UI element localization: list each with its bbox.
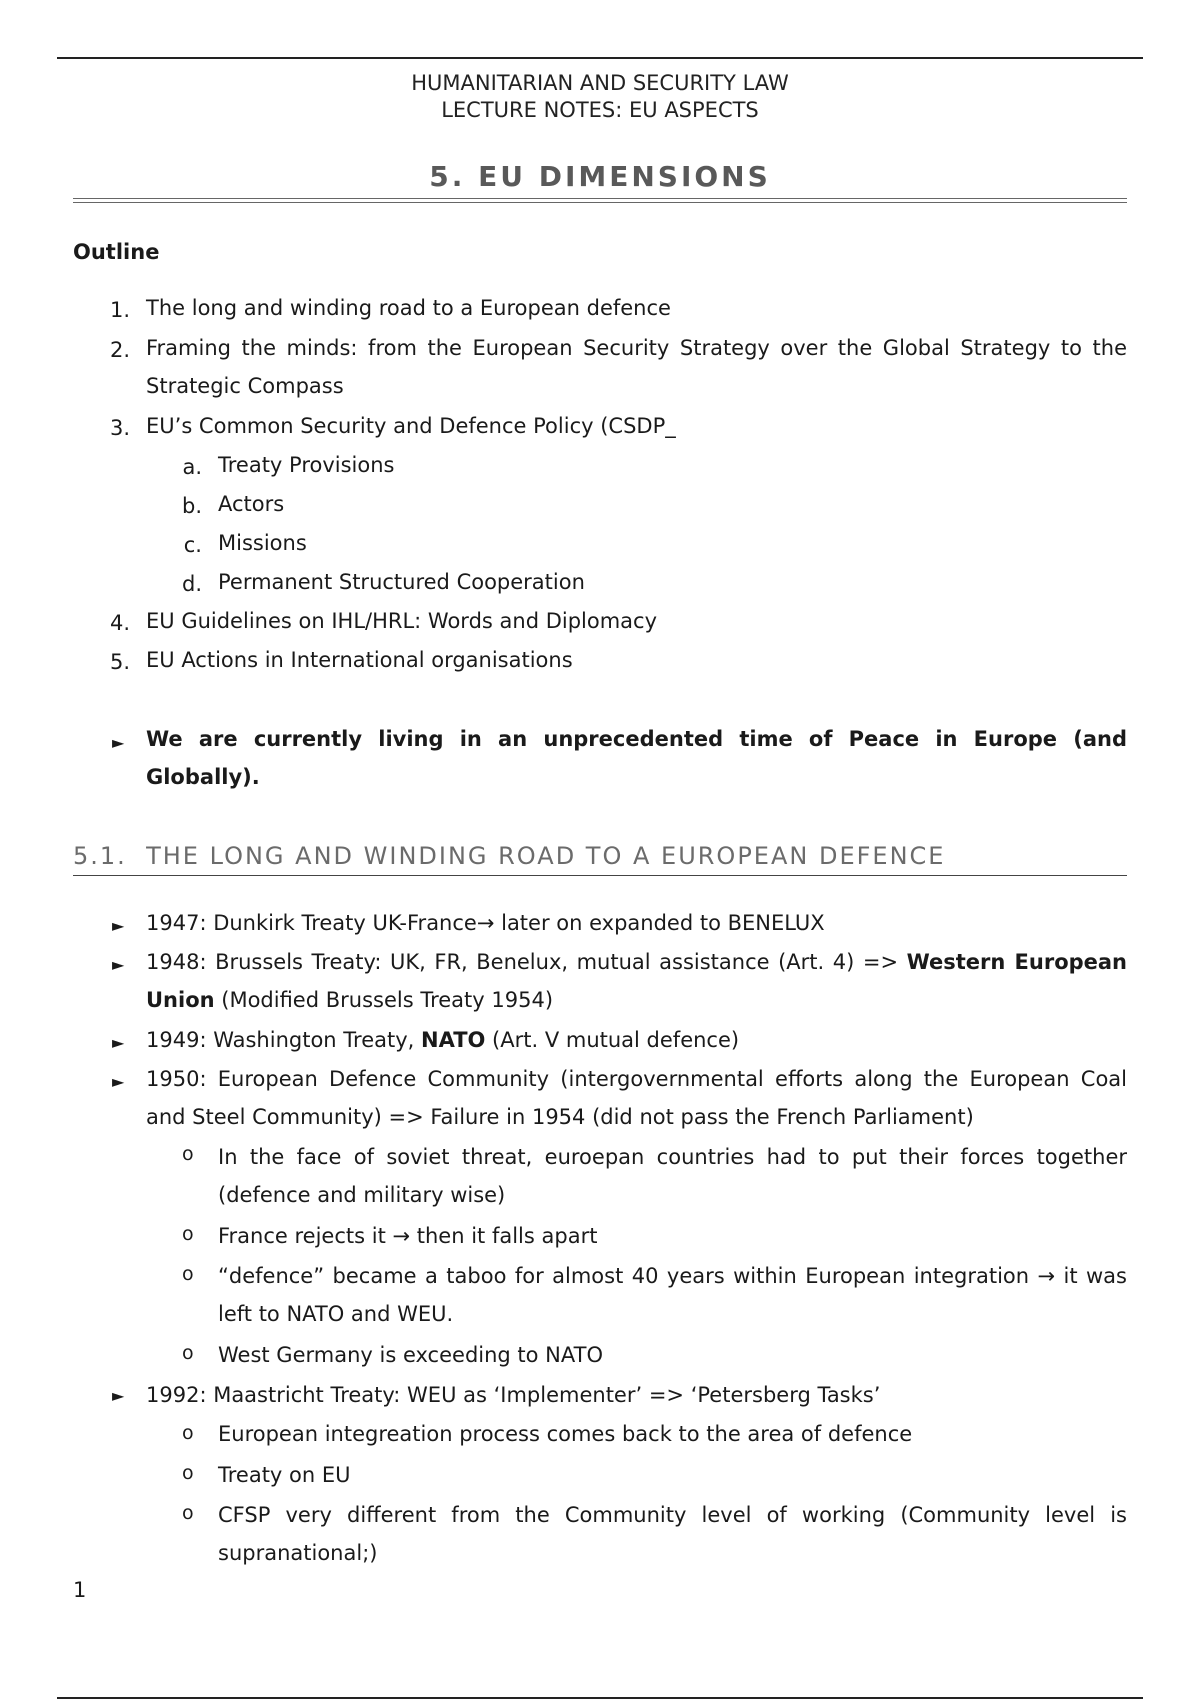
highlight-statement: We are currently living in an unprecedented time of Peace in Europe (and Globally).	[146, 727, 1127, 789]
top-rule	[57, 57, 1143, 59]
timeline-1950-sub: “defence” became a taboo for almost 40 years within European integration → it was left to NATO and WEU.	[218, 1264, 1127, 1326]
bullet-arrow-icon: ►	[112, 916, 125, 935]
timeline-1992-sub: CFSP very different from the Community level of working (Community level is supranational;)	[218, 1503, 1127, 1565]
timeline-1948-emphasis: Western European Union	[146, 950, 1128, 1012]
bottom-rule	[57, 1697, 1143, 1699]
timeline-1948-note: (Modified Brussels Treaty 1954)	[214, 988, 554, 1012]
outline-num: 2.	[109, 338, 130, 362]
timeline-1948-text: 1948: Brussels Treaty: UK, FR, Benelux, mutual assistance (Art. 4) =>	[146, 950, 907, 974]
section-number: 5.1.	[73, 842, 127, 870]
chapter-double-rule	[73, 198, 1127, 203]
sub-bullet-icon: o	[182, 1143, 194, 1165]
timeline-1950: 1950: European Defence Community (intergovernmental efforts along the European Coal and Steel Community) => Failure in 1954 (did not pass the French Parliament)	[146, 1067, 1127, 1129]
bullet-arrow-icon: ►	[112, 1386, 125, 1405]
timeline-1992: 1992: Maastricht Treaty: WEU as ‘Implementer’ => ‘Petersberg Tasks’	[146, 1383, 881, 1407]
outline-item: EU Actions in International organisations	[146, 648, 573, 672]
bullet-arrow-icon: ►	[112, 1033, 125, 1052]
outline-sub-num: b.	[181, 494, 202, 518]
outline-sub-item: Missions	[218, 531, 307, 555]
page-number: 1	[73, 1578, 87, 1602]
timeline-1949-note: (Art. V mutual defence)	[485, 1028, 740, 1052]
outline-item: The long and winding road to a European defence	[146, 296, 671, 320]
outline-sub-num: c.	[183, 533, 202, 557]
outline-item: EU’s Common Security and Defence Policy (CSDP_	[146, 414, 676, 438]
section-rule	[73, 875, 1127, 876]
section-title-text: THE LONG AND WINDING ROAD TO A EUROPEAN DEFENCE	[146, 842, 946, 870]
sub-bullet-icon: o	[182, 1223, 194, 1245]
sub-bullet-icon: o	[182, 1342, 194, 1364]
outline-sub-item: Permanent Structured Cooperation	[218, 570, 585, 594]
timeline-1947: 1947: Dunkirk Treaty UK-France→ later on expanded to BENELUX	[146, 911, 825, 935]
header-line-2: LECTURE NOTES: EU ASPECTS	[441, 98, 759, 122]
timeline-1948	[146, 943, 1127, 1019]
outline-sub-item: Treaty Provisions	[218, 453, 395, 477]
timeline-1992-sub: Treaty on EU	[218, 1463, 351, 1487]
outline-num: 5.	[109, 650, 130, 674]
chapter-title: 5. EU DIMENSIONS	[429, 160, 771, 193]
outline-num: 3.	[109, 416, 130, 440]
timeline-1950-sub: In the face of soviet threat, euroepan countries had to put their forces together (defence and military wise)	[218, 1145, 1127, 1207]
outline-heading: Outline	[73, 240, 160, 264]
outline-sub-item: Actors	[218, 492, 285, 516]
header-line-1: HUMANITARIAN AND SECURITY LAW	[411, 71, 789, 95]
bullet-arrow-icon: ►	[112, 955, 125, 974]
section-heading	[73, 842, 1127, 870]
outline-num: 4.	[109, 611, 130, 635]
sub-bullet-icon: o	[182, 1502, 194, 1524]
outline-item: Framing the minds: from the European Security Strategy over the Global Strategy to the Strategic Compass	[146, 336, 1127, 398]
sub-bullet-icon: o	[182, 1422, 194, 1444]
running-header	[0, 70, 1200, 124]
timeline-1949-emphasis: NATO	[421, 1028, 486, 1052]
timeline-1992-sub: European integreation process comes back to the area of defence	[218, 1422, 913, 1446]
sub-bullet-icon: o	[182, 1462, 194, 1484]
bullet-arrow-icon: ►	[112, 733, 125, 752]
outline-item: EU Guidelines on IHL/HRL: Words and Diplomacy	[146, 609, 658, 633]
outline-sub-num: a.	[182, 455, 202, 479]
outline-sub-num: d.	[181, 572, 202, 596]
outline-num: 1.	[109, 298, 130, 322]
timeline-1949	[146, 1021, 1127, 1059]
sub-bullet-icon: o	[182, 1263, 194, 1285]
bullet-arrow-icon: ►	[112, 1072, 125, 1091]
timeline-1950-sub: West Germany is exceeding to NATO	[218, 1343, 603, 1367]
timeline-1950-sub: France rejects it → then it falls apart	[218, 1224, 598, 1248]
timeline-1949-text: 1949: Washington Treaty,	[146, 1028, 421, 1052]
